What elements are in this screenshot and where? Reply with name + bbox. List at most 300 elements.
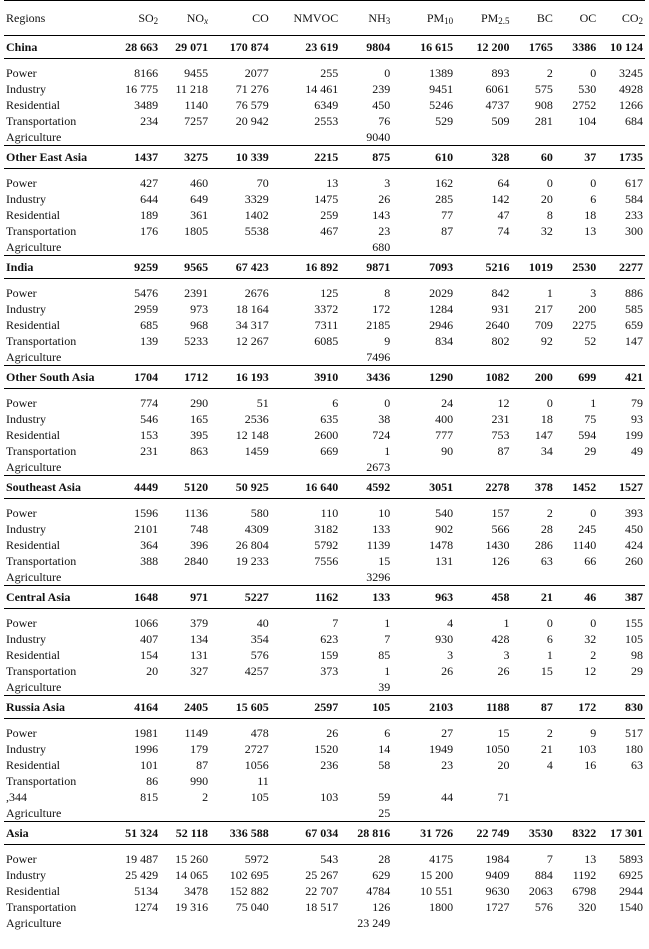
sector-value-cell [455,349,511,366]
sector-value-cell: 11 218 [175,82,209,96]
region-total-cell: 1527 [598,476,645,499]
sector-value-cell [271,349,340,366]
sector-value-cell: 931 [491,302,510,316]
sector-label: Residential [6,428,60,442]
sector-row [4,915,645,931]
header-col [210,1,271,36]
sector-value-cell: 908 [534,98,553,112]
sector-value-cell: 105 [625,632,643,646]
sector-value-cell: 1 [546,648,553,662]
region-total-cell: 29 071 [160,36,210,59]
sector-value-cell: 7496 [366,350,391,364]
sector-value-cell: 15 200 [420,868,454,882]
sector-row [4,65,645,81]
sector-value-cell [110,349,160,366]
sector-value-cell: 9 [384,334,391,348]
sector-value-cell: 9630 [485,884,510,898]
header-col-label: NMVOC [293,11,339,25]
sector-value-cell: 157 [491,506,510,520]
sector-value-cell [110,239,160,256]
sector-value-cell: 16 [584,758,597,772]
sector-row [4,741,645,757]
region-total-cell: 31 726 [392,822,455,845]
sector-value-cell: 3245 [619,66,643,80]
region-total-cell: 699 [555,366,598,389]
sector-value-cell: 753 [491,428,510,442]
sector-value-cell: 71 [497,790,510,804]
sector-value-cell [455,239,511,256]
region-total-cell: 51 324 [110,822,160,845]
sector-value-cell: 12 [584,664,597,678]
sector-value-cell: 0 [546,616,553,630]
sector-value-cell: 32 [540,224,553,238]
sector-value-cell: 1140 [184,98,209,112]
sector-value-cell: 4 [447,616,454,630]
sector-value-cell: 842 [491,286,510,300]
sector-row [4,223,645,239]
sector-value-cell: 902 [435,522,454,536]
sector-value-cell: 1274 [134,900,159,914]
sector-row [4,899,645,915]
sector-value-cell: 680 [372,240,391,254]
sector-value-cell: 34 [540,444,553,458]
region-total-cell: 5120 [160,476,210,499]
sector-row [4,505,645,521]
sector-value-cell: 354 [250,632,269,646]
sector-row [4,175,645,191]
sector-value-cell: 1402 [244,208,269,222]
sector-label: Residential [6,208,60,222]
region-total-cell: 830 [598,696,645,719]
sector-value-cell: 77 [441,208,454,222]
sector-value-cell: 15 260 [175,852,209,866]
sector-value-cell: 98 [631,648,643,662]
sector-value-cell [392,129,455,146]
sector-value-cell [160,459,210,476]
sector-value-cell [392,239,455,256]
sector-row [4,553,645,569]
sector-value-cell [598,129,645,146]
header-col [512,1,555,36]
sector-value-cell: 584 [625,192,643,206]
sector-value-cell: 5246 [429,98,454,112]
sector-row [4,851,645,867]
region-total-cell: 387 [598,586,645,609]
sector-value-cell: 3 [447,648,454,662]
sector-value-cell: 134 [190,632,209,646]
sector-value-cell: 517 [625,726,643,740]
sector-row [4,867,645,883]
sector-value-cell: 1 [590,396,597,410]
sector-value-cell: 34 317 [235,318,269,332]
sector-value-cell: 39 [378,680,391,694]
sector-value-cell: 320 [578,900,597,914]
sector-value-cell [555,789,598,805]
sector-value-cell: 14 065 [175,868,209,882]
sector-row [4,427,645,443]
sector-value-cell [598,915,645,931]
sector-label: Transportation [6,444,77,458]
region-total-cell: 3436 [340,366,392,389]
sector-value-cell: 379 [190,616,209,630]
sector-value-cell [455,805,511,822]
sector-value-cell: 217 [534,302,553,316]
sector-value-cell: 0 [384,66,391,80]
region-total-row [4,476,645,499]
sector-value-cell: 540 [435,506,454,520]
sector-value-cell [555,915,598,931]
sector-value-cell: 7311 [314,318,339,332]
region-name: Russia Asia [4,696,110,719]
region-total-cell: 67 034 [271,822,340,845]
sector-row [4,663,645,679]
sector-value-cell: 388 [140,554,159,568]
region-total-cell: 3275 [160,146,210,169]
region-total-cell: 87 [512,696,555,719]
sector-value-cell: 90 [441,444,454,458]
sector-label: Transportation [6,774,77,788]
sector-value-cell: 126 [372,900,391,914]
sector-value-cell: 79 [631,396,643,410]
header-col-label: BC [536,11,553,25]
sector-value-cell [555,459,598,476]
sector-value-cell: 14 [378,742,391,756]
sector-value-cell [555,349,598,366]
sector-value-cell: 0 [546,176,553,190]
header-col-subscript: 2.5 [498,16,510,26]
region-total-cell: 28 816 [340,822,392,845]
sector-label: Power [6,506,37,520]
sector-value-cell: 26 [378,192,391,206]
region-total-cell: 3386 [555,36,598,59]
region-name: Central Asia [4,586,110,609]
sector-value-cell: 4737 [485,98,510,112]
sector-label: Residential [6,318,60,332]
sector-value-cell: 1800 [429,900,454,914]
sector-label: Agriculture [6,570,62,584]
region-total-cell: 4449 [110,476,160,499]
sector-value-cell: 110 [320,506,339,520]
region-total-cell: 5216 [455,256,511,279]
sector-value-cell: 2946 [429,318,454,332]
sector-value-cell: 75 040 [235,900,269,914]
sector-value-cell [512,679,555,696]
sector-value-cell: 585 [625,302,643,316]
region-total-cell: 37 [555,146,598,169]
region-total-cell: 17 301 [598,822,645,845]
sector-value-cell [392,805,455,822]
sector-value-cell [210,349,271,366]
sector-value-cell: 9451 [429,82,454,96]
sector-label: Transportation [6,664,77,678]
sector-value-cell: 63 [540,554,553,568]
sector-label: Agriculture [6,806,62,820]
sector-value-cell: 245 [578,522,597,536]
sector-value-cell: 4 [546,758,553,772]
sector-value-cell: 200 [578,302,597,316]
sector-label: Industry [6,82,46,96]
sector-value-cell: 669 [320,444,339,458]
sector-value-cell: 290 [190,396,209,410]
region-total-cell: 2277 [598,256,645,279]
sector-value-cell [392,915,455,931]
sector-value-cell: 884 [534,868,553,882]
sector-label: Power [6,66,37,80]
sector-label: Agriculture [6,916,62,930]
sector-value-cell: 20 942 [235,114,269,128]
sector-value-cell: 103 [578,742,597,756]
sector-value-cell [110,459,160,476]
sector-value-cell: 162 [435,176,454,190]
sector-value-cell: 133 [372,522,391,536]
sector-row [4,773,645,789]
sector-value-cell: 424 [625,538,643,552]
sector-value-cell: 126 [491,554,510,568]
sector-value-cell: 575 [534,82,553,96]
sector-value-cell: 709 [534,318,553,332]
region-total-cell: 16 615 [392,36,455,59]
sector-row [4,615,645,631]
region-total-cell: 610 [392,146,455,169]
region-name: China [4,36,110,59]
header-col-label: OC [579,11,597,25]
sector-row [4,81,645,97]
region-total-cell: 1452 [555,476,598,499]
sector-value-cell [210,805,271,822]
sector-value-cell: 16 775 [125,82,159,96]
sector-value-cell: 6349 [314,98,339,112]
sector-value-cell: 3372 [314,302,339,316]
region-total-cell: 3051 [392,476,455,499]
region-total-row [4,36,645,59]
sector-value-cell: 1 [384,616,391,630]
sector-value-cell: 19 487 [125,852,159,866]
sector-value-cell: 25 267 [305,868,339,882]
sector-value-cell: 529 [435,114,454,128]
sector-value-cell [598,805,645,822]
header-col [160,1,210,36]
sector-value-cell: 1981 [134,726,159,740]
sector-value-cell: 159 [320,648,339,662]
region-total-cell: 1648 [110,586,160,609]
sector-label: Transportation [6,900,77,914]
sector-label: Industry [6,522,46,536]
sector-row [4,443,645,459]
sector-value-cell: 2752 [572,98,597,112]
region-total-cell: 200 [512,366,555,389]
sector-value-cell: 543 [320,852,339,866]
header-col [598,1,645,36]
sector-value-cell: 176 [140,224,159,238]
sector-value-cell: 87 [196,758,209,772]
sector-value-cell: 233 [625,208,643,222]
sector-value-cell: 594 [578,428,597,442]
sector-value-cell: 13 [326,176,339,190]
sector-value-cell [555,129,598,146]
sector-value-cell: 24 [441,396,454,410]
region-total-cell: 23 619 [271,36,340,59]
sector-label: Transportation [6,114,77,128]
sector-row [4,725,645,741]
sector-value-cell [160,679,210,696]
sector-row [4,129,645,146]
region-total-cell: 1437 [110,146,160,169]
sector-value-cell: 93 [631,412,643,426]
sector-value-cell: 1056 [244,758,269,772]
sector-value-cell: 49 [631,444,643,458]
header-col [340,1,392,36]
sector-value-cell: 1430 [485,538,510,552]
sector-label: Agriculture [6,680,62,694]
sector-value-cell: 12 267 [235,334,269,348]
sector-value-cell: 1389 [429,66,454,80]
sector-value-cell: 8166 [134,66,159,80]
sector-value-cell: 1520 [314,742,339,756]
sector-row [4,631,645,647]
sector-value-cell: 3182 [314,522,339,536]
sector-value-cell: 15 [378,554,391,568]
header-col-subscript: 10 [444,16,454,26]
header-col-label: NO [186,11,205,25]
sector-value-cell: 75 [584,412,597,426]
sector-label: ,344 [6,790,27,804]
sector-value-cell [210,239,271,256]
sector-label: Agriculture [6,240,62,254]
sector-value-cell [555,679,598,696]
sector-value-cell: 6 [546,632,553,646]
region-total-cell: 7093 [392,256,455,279]
sector-value-cell: 285 [435,192,454,206]
header-col-subscript: 2 [153,16,159,26]
region-total-cell: 1704 [110,366,160,389]
sector-value-cell: 10 [378,506,391,520]
sector-value-cell: 2 [546,506,553,520]
sector-label: Residential [6,538,60,552]
sector-value-cell: 86 [146,774,159,788]
sector-value-cell: 1284 [429,302,454,316]
sector-value-cell [340,773,392,789]
region-total-row [4,146,645,169]
sector-value-cell: 3 [384,176,391,190]
sector-value-cell: 1949 [429,742,454,756]
sector-value-cell: 685 [140,318,159,332]
emissions-table [4,0,645,931]
sector-value-cell: 724 [372,428,391,442]
sector-value-cell: 0 [590,176,597,190]
sector-row [4,805,645,822]
sector-value-cell: 11 [257,774,269,788]
sector-label: Transportation [6,554,77,568]
region-total-cell: 2278 [455,476,511,499]
sector-value-cell: 450 [372,98,391,112]
sector-row [4,521,645,537]
sector-value-cell: 973 [190,302,209,316]
sector-value-cell: 450 [625,522,643,536]
region-total-cell: 2103 [392,696,455,719]
sector-label: Residential [6,648,60,662]
sector-value-cell: 2 [546,726,553,740]
region-total-cell: 963 [392,586,455,609]
table-header-row [4,1,645,36]
sector-value-cell: 26 [441,664,454,678]
region-total-cell: 10 339 [210,146,271,169]
header-col-subscript: 3 [385,16,391,26]
sector-value-cell: 6 [590,192,597,206]
sector-value-cell: 5893 [619,852,643,866]
header-col-subscript: x [204,16,209,26]
sector-value-cell: 47 [497,208,510,222]
sector-value-cell: 131 [435,554,454,568]
sector-value-cell [210,915,271,931]
sector-row [4,349,645,366]
region-total-cell: 421 [598,366,645,389]
sector-value-cell: 1805 [184,224,209,238]
sector-value-cell [210,129,271,146]
region-total-cell: 9871 [340,256,392,279]
sector-value-cell [160,239,210,256]
sector-value-cell: 576 [250,648,269,662]
sector-row [4,395,645,411]
region-total-cell: 28 663 [110,36,160,59]
region-total-cell: 60 [512,146,555,169]
sector-value-cell [512,569,555,586]
region-total-cell: 971 [160,586,210,609]
region-total-row [4,586,645,609]
sector-value-cell: 9409 [485,868,510,882]
sector-row [4,191,645,207]
sector-value-cell: 6 [384,726,391,740]
sector-value-cell: 576 [534,900,553,914]
sector-row [4,789,645,805]
sector-value-cell: 6085 [314,334,339,348]
sector-value-cell: 1 [384,444,391,458]
sector-value-cell: 2673 [366,460,391,474]
sector-value-cell: 1136 [184,506,209,520]
sector-value-cell: 165 [190,412,209,426]
sector-label: Agriculture [6,350,62,364]
header-col-label: SO [138,11,154,25]
sector-value-cell: 1475 [314,192,339,206]
sector-value-cell: 4309 [244,522,269,536]
sector-value-cell: 748 [190,522,209,536]
sector-value-cell: 684 [625,114,643,128]
sector-value-cell: 40 [256,616,269,630]
header-col [110,1,160,36]
region-total-cell: 16 640 [271,476,340,499]
sector-value-cell: 25 [378,806,391,820]
sector-value-cell: 281 [534,114,553,128]
sector-label: Power [6,616,37,630]
sector-value-cell: 1066 [134,616,159,630]
region-total-cell: 3530 [512,822,555,845]
sector-value-cell: 1149 [184,726,209,740]
sector-label: Industry [6,302,46,316]
sector-value-cell: 0 [590,66,597,80]
sector-value-cell [455,915,511,931]
region-total-cell: 8322 [555,822,598,845]
sector-value-cell: 2275 [572,318,597,332]
sector-value-cell: 139 [140,334,159,348]
sector-value-cell: 87 [441,224,454,238]
sector-value-cell: 5972 [244,852,269,866]
sector-value-cell: 101 [140,758,159,772]
sector-value-cell: 155 [625,616,643,630]
region-total-cell: 1019 [512,256,555,279]
sector-value-cell [455,679,511,696]
sector-value-cell: 2063 [528,884,553,898]
sector-label: Industry [6,868,46,882]
sector-value-cell: 0 [384,396,391,410]
